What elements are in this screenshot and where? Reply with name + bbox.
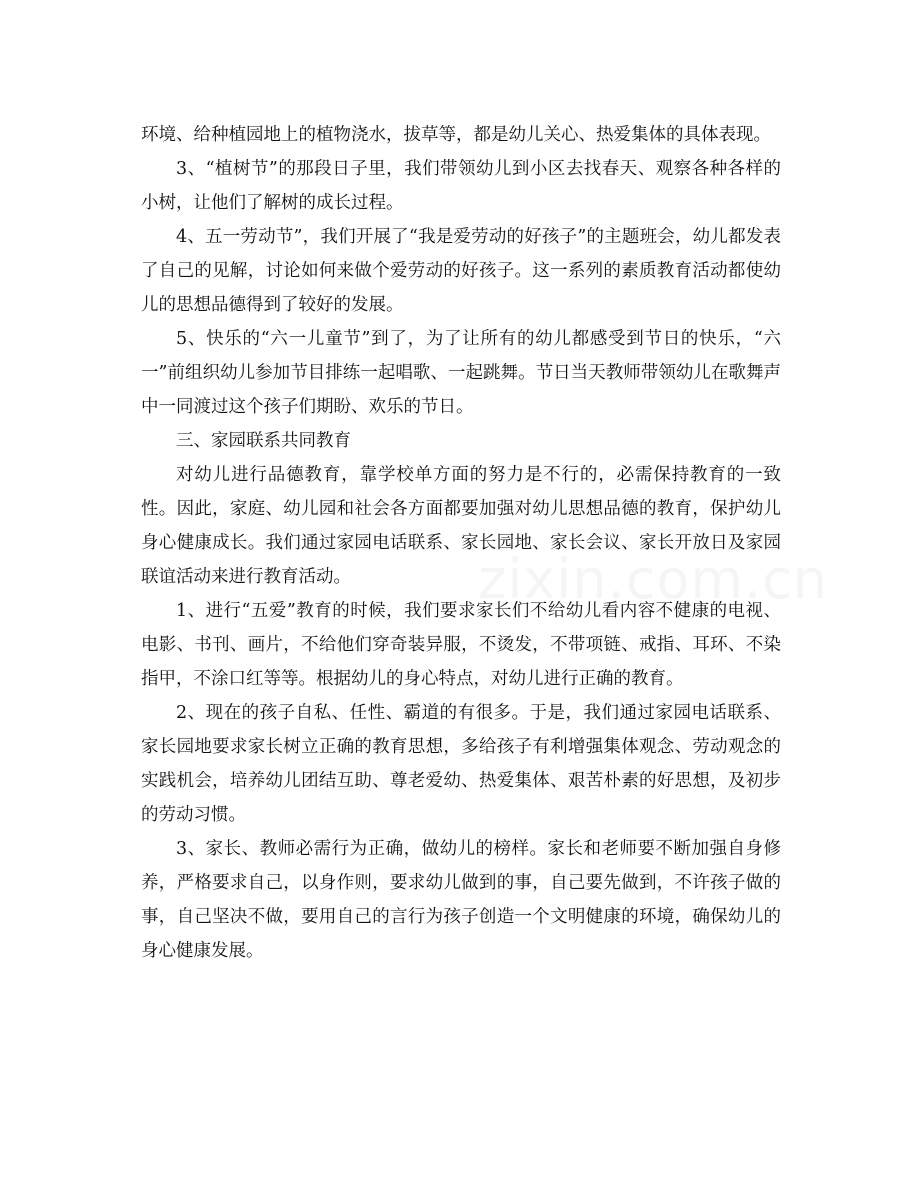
- paragraph-five-loves: 1、进行“五爱”教育的时候，我们要求家长们不给幼儿看内容不健康的电视、电影、书刊、画片，不给他们穿奇装异服，不烫发，不带项链、戒指、耳环、不染指甲，不涂口红等等。根据幼儿的身心特点，对幼儿进行正确的教育。: [141, 601, 781, 689]
- paragraph-childrens-day: 5、快乐的“六一儿童节”到了，为了让所有的幼儿都感受到节日的快乐，“六一”前组织幼儿参加节目排练一起唱歌、一起跳舞。节日当天教师带领幼儿在歌舞声中一同渡过这个孩子们期盼、欢乐的节日。: [141, 329, 781, 417]
- paragraph-labor-day: 4、五一劳动节”，我们开展了“我是爱劳动的好孩子”的主题班会，幼儿都发表了自己的见解，讨论如何来做个爱劳动的好孩子。这一系列的素质教育活动都使幼儿的思想品德得到了较好的发展。: [141, 227, 781, 315]
- paragraph-home-school-intro: 对幼儿进行品德教育，靠学校单方面的努力是不行的，必需保持教育的一致性。因此，家庭、幼儿园和社会各方面都要加强对幼儿思想品德的教育，保护幼儿身心健康成长。我们通过家园电话联系、家长园地、家长会议、家长开放日及家园联谊活动来进行教育活动。: [141, 465, 781, 587]
- paragraph-role-models: 3、家长、教师必需行为正确，做幼儿的榜样。家长和老师要不断加强自身修养，严格要求自己，以身作则，要求幼儿做到的事，自己要先做到，不许孩子做的事，自己坚决不做，要用自己的言行为孩子创造一个文明健康的环境，确保幼儿的身心健康发展。: [141, 839, 781, 961]
- watermark: zixin.com.cn: [478, 548, 829, 611]
- paragraph-selfish-children: 2、现在的孩子自私、任性、霸道的有很多。于是，我们通过家园电话联系、家长园地要求家长树立正确的教育思想，多给孩子有利增强集体观念、劳动观念的实践机会，培养幼儿团结互助、尊老爱幼、热爱集体、艰苦朴素的好思想，及初步的劳动习惯。: [141, 703, 781, 825]
- section-heading-home-school: 三、家园联系共同教育: [176, 431, 351, 451]
- document-body: [141, 118, 781, 968]
- paragraph-tree-planting-day: 3、“植树节”的那段日子里，我们带领幼儿到小区去找春天、观察各种各样的小树，让他们了解树的成长过程。: [141, 159, 781, 213]
- paragraph-continuation: 环境、给种植园地上的植物浇水，拔草等，都是幼儿关心、热爱集体的具体表现。: [141, 125, 771, 145]
